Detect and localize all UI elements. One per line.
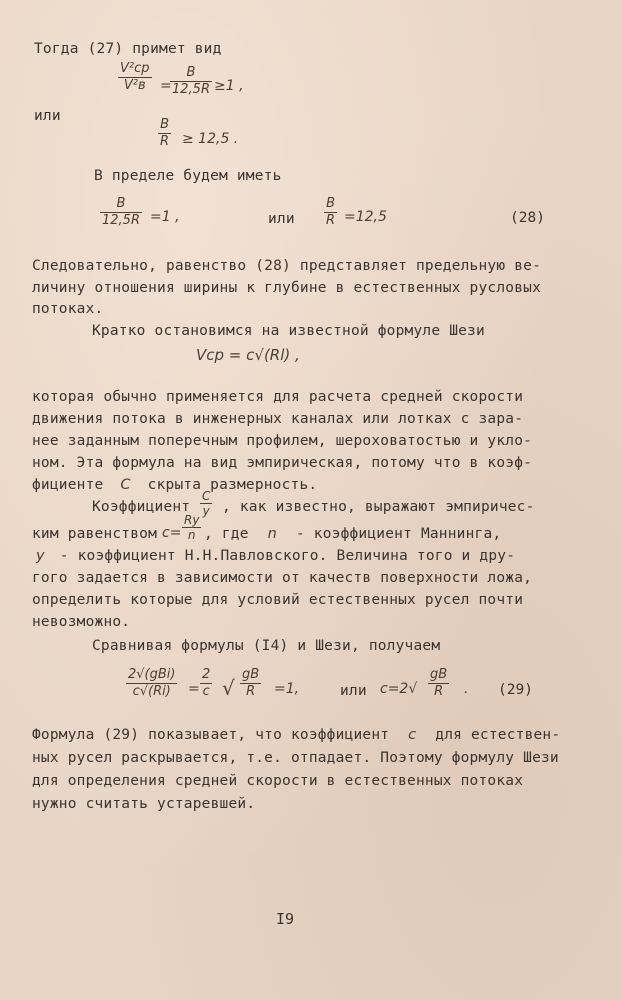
text-line: потоках.	[32, 301, 104, 317]
text-line: движения потока в инженерных каналах или лотках с зара-	[32, 411, 524, 427]
formula-fraction	[182, 514, 201, 541]
formula-operator: =	[188, 681, 200, 697]
numerator: Ry	[184, 513, 200, 527]
formula-tail: ≥1 ,	[214, 78, 244, 94]
formula-fraction	[126, 668, 177, 699]
numerator: gB	[430, 667, 448, 682]
denominator: 12,5R	[172, 82, 210, 97]
symbol-c: C	[120, 477, 131, 493]
text-line: нее заданным поперечным профилем, шероховатостью и укло-	[32, 433, 533, 449]
text-segment: - коэффициент Н.Н.Павловского. Величина того и дру-	[59, 548, 516, 564]
formula-rhs: c=2√	[380, 681, 418, 697]
text-line	[32, 476, 317, 494]
text-line: гого задается в зависимости от качеств поверхности ложа,	[32, 570, 533, 586]
formula-operator: =	[160, 78, 172, 94]
text-line: Тогда (27) примет вид	[34, 41, 222, 57]
text-line: , как известно, выражают эмпиричес-	[222, 499, 535, 515]
text-line: В пределе будем иметь	[94, 168, 282, 184]
numerator: C	[202, 489, 211, 503]
text-line: Следовательно, равенство (28) представляет предельную ве-	[32, 258, 541, 274]
denominator: c	[202, 684, 210, 699]
text-segment: , где	[204, 526, 249, 542]
text-segment: фициенте	[32, 477, 104, 493]
text-segment: для естествен-	[435, 727, 561, 743]
formula-fraction	[200, 490, 212, 517]
symbol-c: c	[408, 727, 417, 743]
text-line: или	[268, 211, 295, 227]
text-line: Сравнивая формулы (I4) и Шези, получаем	[92, 638, 441, 654]
page-number: I9	[276, 910, 295, 928]
denominator: R	[434, 684, 444, 699]
denominator: R	[246, 684, 256, 699]
denominator: c√(Ri)	[132, 684, 171, 699]
formula-fraction	[170, 66, 212, 97]
text-line: или	[34, 108, 61, 124]
text-line: Коэффициент	[92, 499, 191, 515]
numerator: 2√(gBi)	[128, 667, 176, 682]
text-line	[32, 547, 515, 565]
text-line: или	[340, 683, 367, 699]
formula-lhs: c=	[162, 525, 182, 541]
formula-tail: =1,	[274, 681, 300, 697]
text-segment: скрыта размерность.	[147, 477, 318, 493]
text-line: ных русел раскрывается, т.е. отпадает. Поэтому формулу Шези	[32, 750, 559, 766]
formula-fraction	[118, 62, 152, 93]
denominator: R	[160, 134, 170, 149]
text-line: ном. Эта формула на вид эмпирическая, потому что в коэф-	[32, 455, 533, 471]
numerator: 2	[202, 667, 211, 682]
equation-number: (28)	[510, 210, 545, 226]
formula-fraction	[428, 668, 449, 699]
formula-fraction	[240, 668, 261, 699]
text-line: ким равенством	[32, 526, 158, 542]
sqrt-sign: √	[222, 676, 235, 700]
formula-fraction	[324, 197, 337, 228]
numerator: B	[160, 117, 169, 132]
formula-fraction	[100, 197, 142, 228]
text-line: Кратко остановимся на известной формуле Шези	[92, 323, 485, 339]
formula-fraction	[200, 668, 212, 699]
denominator: R	[326, 213, 336, 228]
symbol-n: n	[267, 526, 277, 542]
text-line	[204, 525, 501, 543]
formula-tail: .	[464, 681, 469, 697]
numerator: gB	[242, 667, 260, 682]
text-segment: - коэффициент Маннинга,	[295, 526, 502, 542]
text-line	[32, 726, 560, 744]
text-line: нужно считать устаревшей.	[32, 796, 256, 812]
formula-tail: ≥ 12,5 .	[182, 131, 239, 147]
denominator: V²в	[123, 78, 146, 93]
denominator: n	[187, 528, 196, 542]
text-line: личину отношения ширины к глубине в естественных русловых	[32, 280, 541, 296]
formula-tail: =1 ,	[150, 209, 180, 225]
text-line: определить которые для условий естественных русел почти	[32, 592, 524, 608]
formula-tail: =12,5	[344, 209, 387, 225]
text-line: для определения средней скорости в естественных потоках	[32, 773, 524, 789]
equation-number: (29)	[498, 682, 533, 698]
text-line: невозможно.	[32, 614, 131, 630]
numerator: B	[326, 196, 335, 211]
symbol-y: y	[36, 548, 45, 564]
chezy-formula: Vср = c√(Rl) ,	[196, 346, 300, 364]
denominator: y	[202, 504, 210, 518]
text-segment: Формула (29) показывает, что коэффициент	[32, 727, 390, 743]
denominator: 12,5R	[102, 213, 140, 228]
text-line: которая обычно применяется для расчета средней скорости	[32, 389, 524, 405]
numerator: V²ср	[120, 61, 150, 76]
numerator: B	[186, 65, 196, 80]
numerator: B	[116, 196, 126, 211]
formula-fraction	[158, 118, 171, 149]
